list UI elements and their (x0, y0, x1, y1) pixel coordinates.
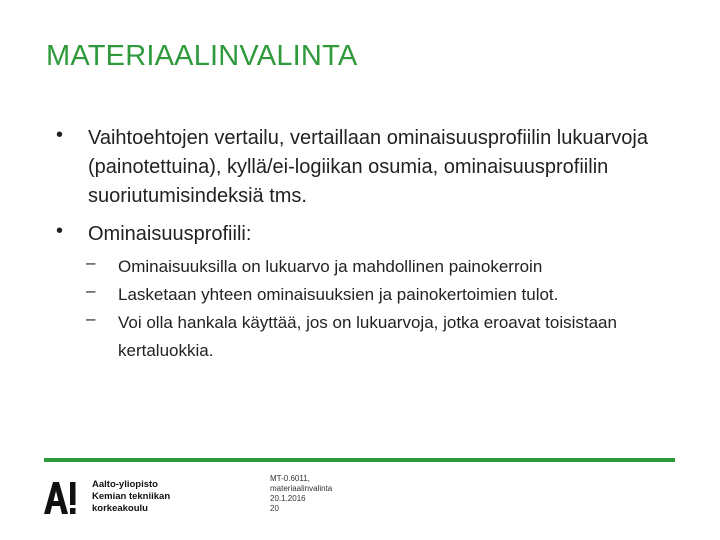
bullet-text-comparison: Vaihtoehtojen vertailu, vertaillaan ominaisuusprofiilin lukuarvoja (painotettuina), kyllä/ei-logiikan osumia, ominaisuusprofiilin suoriutumisindeksiä tms. (88, 127, 648, 207)
bullet-marker: • (56, 124, 64, 146)
slide-date: 20.1.2016 (270, 494, 306, 503)
sub-bullet-text: Voi olla hankala käyttää, jos on lukuarvoja, jotka eroavat toisistaan kertaluokkia. (118, 313, 617, 360)
slide-number: 20 (270, 504, 279, 513)
aalto-logo-icon (44, 480, 76, 516)
sub-bullet-marker: – (86, 253, 96, 272)
course-code: MT-0.6011, (270, 474, 310, 483)
bullet-text-property-profile: Ominaisuusprofiili: (88, 223, 252, 245)
slide-title: MATERIAALINVALINTA (46, 40, 358, 72)
bullet-marker: • (56, 220, 64, 242)
sub-bullet-text: Lasketaan yhteen ominaisuuksien ja painokertoimien tulot. (118, 285, 559, 304)
logo-line: Aalto-yliopisto (92, 479, 158, 490)
logo-line: Kemian tekniikan (92, 491, 171, 502)
sub-bullet-text: Ominaisuuksilla on lukuarvo ja mahdollinen painokerroin (118, 257, 543, 276)
course-name: materiaalinvalinta (270, 484, 333, 493)
sub-bullet-marker: – (86, 309, 96, 328)
sub-bullet-marker: – (86, 281, 96, 300)
footer-divider (44, 458, 675, 462)
university-name (92, 479, 170, 515)
logo-line: korkeakoulu (92, 503, 148, 514)
slide-meta (270, 474, 332, 514)
